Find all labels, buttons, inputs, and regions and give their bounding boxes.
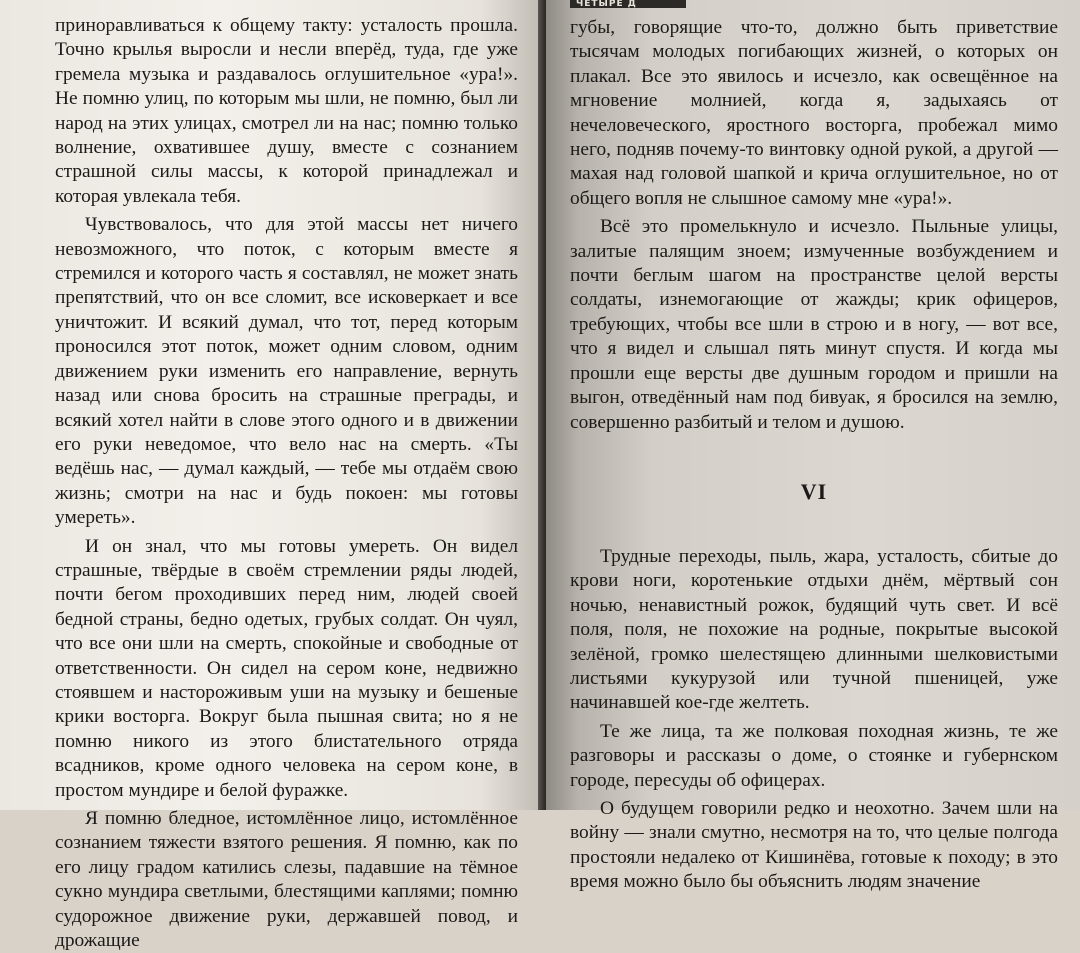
running-header: ЧЕТЫРЕ Д: [570, 0, 686, 8]
chapter-heading: VI: [800, 478, 828, 504]
left-paragraph-3: И он знал, что мы готовы умереть. Он видел страшные, твёрдые в своём стремлении ряды людей, почти бегом проходивших перед ним, людей своей бедной страны, бедно одетых, грубых солдат. Он чуял, что все они шли на смерть, спокойные и свободные от ответственности. Он сидел на сером коне, недвижно стоявшем и настороживым уши на музыку и бешеные крики восторга. Вокруг была пышная свита; но я не помню никого из этого блистательного отряда всадников, кроме одного человека на сером коне, в простом мундире и белой фуражке.: [55, 535, 518, 801]
right-paragraph-3: Трудные переходы, пыль, жара, усталость, сбитые до крови ноги, коротенькие отдыхи днём, мёртвый сон ночью, ненавистный рожок, будящий чуть свет. И всё поля, поля, не похожие на родные, покрытые высокой зелёной, громко шелестящею длинными шелковистыми листьями кукурузой или тучной пшеницей, уже начинавшей кое-где желтеть.: [570, 545, 1058, 714]
right-paragraph-2: Всё это промелькнуло и исчезло. Пыльные улицы, залитые палящим зноем; измученные возбуждением и почти беглым шагом на пространстве целой версты солдаты, изнемогающие от жажды; крик офицеров, требующих, чтобы все шли в строю и в ногу, — вот все, что я видел и слышал пять минут спустя. И когда мы прошли еще версты две душным городом и пришли на выгон, отведённый нам под бивуак, я бросился на землю, совершенно разбитый и телом и душою.: [570, 216, 1058, 433]
left-paragraph-4: Я помню бледное, истомлённое лицо, истомлённое сознанием тяжести взятого решения. Я помню, как по его лицу градом катились слезы, падавшие на тёмное сукно мундира светлыми, блестящими каплями; помню судорожное движение руки, державшей повод, и дрожащие: [55, 808, 518, 952]
right-page: [546, 0, 1080, 893]
right-paragraph-4: Те же лица, та же полковая походная жизнь, те же разговоры и рассказы о доме, о стоянке и губернском городе, пересуды об офицерах.: [570, 720, 1058, 791]
left-paragraph-1: приноравливаться к общему такту: усталость прошла. Точно крылья выросли и несли вперёд, туда, где уже гремела музыка и раздавалось оглушительное «ура!». Не помню улиц, по которым мы шли, не помню, был ли народ на этих улицах, смотрел ли на нас; помню только волнение, охватившее душу, вместе с сознанием страшной силы массы, к которой принадлежал и которая увлекала тебя.: [55, 15, 518, 207]
right-paragraph-1: губы, говорящие что-то, должно быть приветствие тысячам молодых погибающих жизней, о которых он плакал. Все это явилось и исчезло, как освещённое на мгновение молнией, когда я, задыхаясь от нечеловеческого, яростного восторга, пробежал мимо него, подняв почему-то винтовку одной рукой, а другой — махая над головой шапкой и крича оглушительное, но от общего вопля не слышное самому мне «ура!».: [570, 17, 1058, 209]
right-paragraph-5: О будущем говорили редко и неохотно. Зачем шли на войну — знали смутно, несмотря на то, что целые полгода простояли недалеко от Кишинёва, готовые к походу; в это время можно было бы объяснить людям значение: [570, 797, 1058, 893]
left-paragraph-2: Чувствовалось, что для этой массы нет ничего невозможного, что поток, с которым вместе я стремился и которого часть я составлял, не может знать препятствий, что он все сломит, все исковеркает и все уничтожит. И всякий думал, что тот, перед которым проносился этот поток, может одним словом, одним движением руки изменить его направление, вернуть назад или снова бросить на страшные преграды, и всякий хотел найти в слове этого одного и в движении его руки неведомое, что вело нас на смерть. «Ты ведёшь нас, — думал каждый, — тебе мы отдаём свою жизнь; смотри на нас и будь покоен: мы готовы умереть».: [55, 214, 518, 529]
